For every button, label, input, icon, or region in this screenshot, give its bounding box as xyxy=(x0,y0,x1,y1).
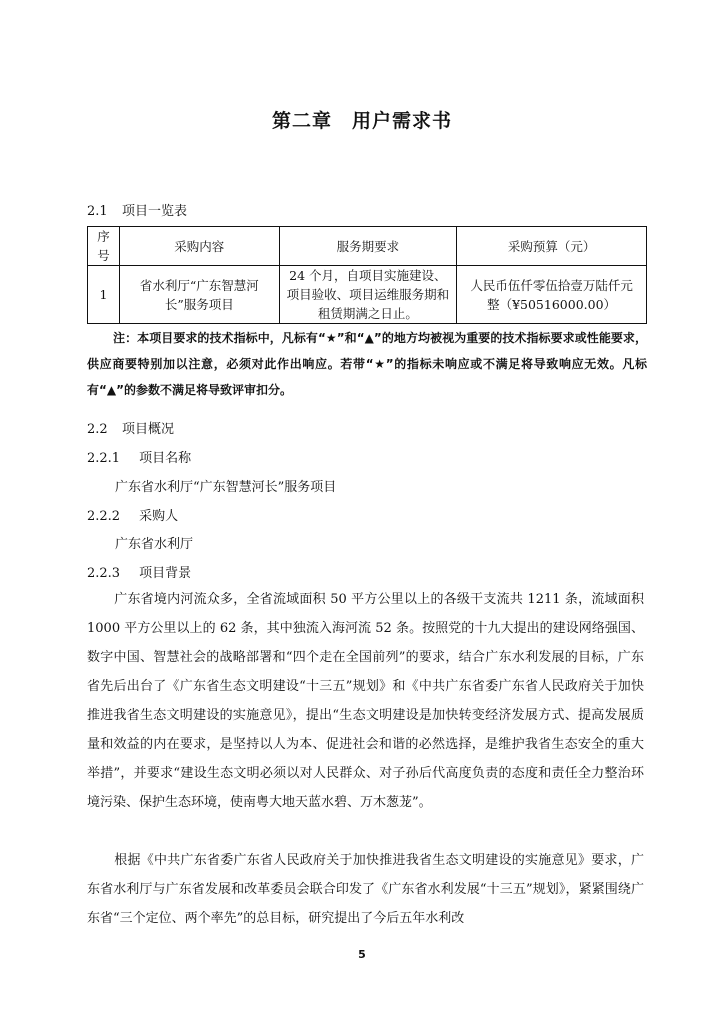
table-row xyxy=(88,266,647,324)
section-2-2-heading xyxy=(87,418,174,437)
purchaser-text: 广东省水利厅 xyxy=(115,537,194,552)
subsection-title: 项目名称 xyxy=(139,451,192,466)
note-text: 注：本项目要求的技术指标中，凡标有“★”和“▲”的地方均被视为重要的技术指标要求或性能要求，供应商要特别加以注意，必须对此作出响应。若带“★”的指标未响应或不满足将导致响应无效。凡标有“▲”的参数不满足将导致评审扣分。 xyxy=(87,331,647,397)
table-cell-period: 24 个月，自项目实施建设、项目验收、项目运维服务期和租赁期满之日止。 xyxy=(279,266,457,324)
section-title: 项目一览表 xyxy=(121,204,187,219)
subsection-number: 2.2.2 xyxy=(87,509,121,524)
table-cell-no: 1 xyxy=(88,266,120,324)
table-cell-content: 省水利厅“广东智慧河长”服务项目 xyxy=(119,266,279,324)
table-header: 服务期要求 xyxy=(279,227,457,266)
subsection-number: 2.2.3 xyxy=(87,566,121,581)
table-cell-budget: 人民币伍仟零伍拾壹万陆仟元整（¥50516000.00） xyxy=(457,266,647,324)
section-title: 项目概况 xyxy=(121,422,174,437)
table-header: 序号 xyxy=(88,227,120,266)
requirements-note xyxy=(87,325,647,403)
table-header-row xyxy=(88,227,647,266)
background-paragraph-1 xyxy=(87,585,644,817)
paragraph-text: 根据《中共广东省委广东省人民政府关于加快推进我省生态文明建设的实施意见》要求，广东省水利厅与广东省发展和改革委员会联合印发了《广东省水利发展“十三五”规划》，紧紧围绕广东省“三个定位、两个率先”的总目标，研究提出了今后五年水利改 xyxy=(87,853,644,926)
subsection-number: 2.2.1 xyxy=(87,451,121,466)
background-paragraph-2 xyxy=(87,846,644,933)
subsection-2-2-2-heading xyxy=(87,505,178,524)
page-number: 5 xyxy=(358,948,366,961)
subsection-2-2-1-heading xyxy=(87,447,191,466)
section-2-1-heading xyxy=(87,200,187,219)
subsection-title: 采购人 xyxy=(139,509,179,524)
project-table xyxy=(87,226,647,324)
table-header: 采购内容 xyxy=(119,227,279,266)
section-number: 2.1 xyxy=(87,204,108,219)
project-name-text: 广东省水利厅“广东智慧河长”服务项目 xyxy=(115,480,337,495)
subsection-2-2-3-heading xyxy=(87,562,191,581)
subsection-title: 项目背景 xyxy=(139,566,192,581)
section-number: 2.2 xyxy=(87,422,108,437)
chapter-title: 第二章 用户需求书 xyxy=(271,110,452,132)
paragraph-text: 广东省境内河流众多，全省流域面积 50 平方公里以上的各级干支流共 1211 条，流域面积 1000 平方公里以上的 62 条，其中独流入海河流 52 条。按照党的十九大提出的建设网络强国、数字中国、智慧社会的战略部署和“四个走在全国前列”的要求，结合广东水利发展的目标，广东省先后出台了《广东省生态文明建设“十三五”规划》和《中共广东省委广东省人民政府关于加快推进我省生态文明建设的实施意见》，提出“生态文明建设是加快转变经济发展方式、提高发展质量和效益的内在要求，是坚持以人为本、促进社会和谐的必然选择，是维护我省生态安全的重大举措”，并要求“建设生态文明必须以对人民群众、对子孙后代高度负责的态度和责任全力整治环境污染、保护生态环境，使南粤大地天蓝水碧、万木葱茏”。 xyxy=(87,592,644,810)
table-header: 采购预算（元） xyxy=(457,227,647,266)
